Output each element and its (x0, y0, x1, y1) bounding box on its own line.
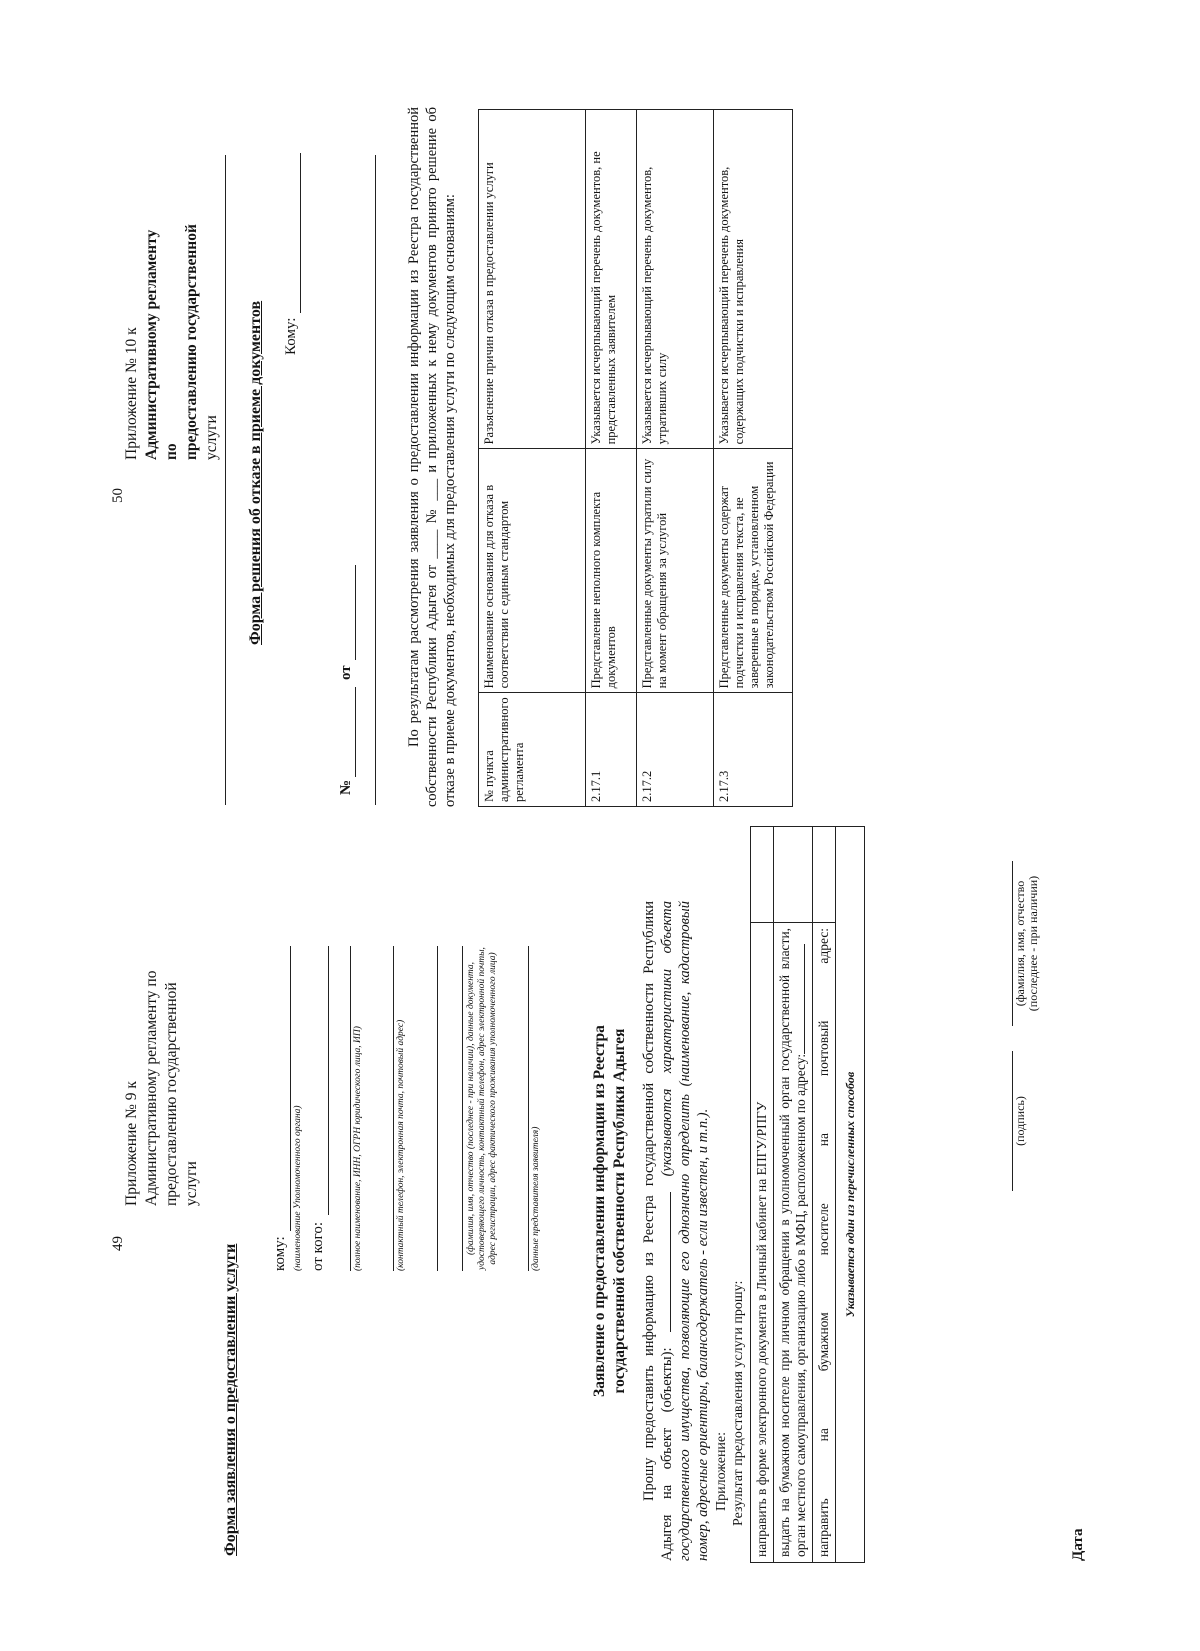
rep-hint: (данные представителя заявителя) (531, 1126, 541, 1271)
request-hint: (указываются характеристики объекта государственного имущества, позволяющие его однозначно определить (наименование, кадастровый номер, адресные ориентиры, балансодержатель - если известен, и т.п.). (659, 900, 711, 1561)
to-label: кому: (272, 1236, 288, 1271)
appendix-line: Приложение № 10 к (123, 327, 140, 460)
person-line (437, 946, 438, 1271)
appendix-line: Административному регламенту по (143, 229, 180, 460)
number-line (355, 687, 356, 777)
page-49 (0, 826, 1200, 1651)
number-label: № (338, 779, 354, 795)
row-explanation: Указывается исчерпывающий перечень документов, утративших силу (637, 110, 714, 449)
row-number: 2.17.3 (714, 693, 793, 807)
address-blank (794, 944, 805, 1054)
contact-line (393, 946, 394, 1271)
row-explanation: Указывается исчерпывающий перечень документов, не представленных заявителем (586, 110, 637, 449)
header-cell: Наименование основания для отказа в соответствии с единым стандартом (479, 449, 586, 693)
to-hint: (наименование Уполномоченного органа) (293, 1105, 303, 1271)
option-epgu-checkbox[interactable] (751, 827, 774, 923)
row-ground: Представленные документы утратили силу на момент обращения за услугой (637, 449, 714, 693)
object-blank (658, 1192, 671, 1332)
contact-hint: (контактный телефон, электронная почта, почтовый адрес) (396, 1019, 406, 1271)
signature-hint: (подпись) (1013, 1096, 1027, 1146)
refusal-grounds-table (478, 109, 793, 807)
table-row (637, 110, 714, 807)
statement-heading: Заявление о предоставлении информации из Реестра государственной собственности Республики Адыгея (591, 1025, 628, 1397)
form-title: Форма заявления о предоставлении услуги (222, 1243, 239, 1556)
option-in-person-checkbox[interactable] (774, 827, 813, 923)
person-hint: (фамилия, имя, отчество (последнее - при наличии), данные документа, удостоверяющего личность, контактный телефон, адрес электронной почты, адрес регистрации, адрес фактического проживания уполномоченного лица) (466, 947, 498, 1270)
date-label: Дата (1070, 1528, 1086, 1561)
decision-paragraph: По результатам рассмотрения заявления о предоставлении информации из Реестра государственной собственности Республики Адыгея от ____ № ___ и приложенных к нему документов принято решение об отказе в приеме документов, необходимых для предоставления услуги по следующим основаниям: (406, 107, 458, 807)
row-number: 2.17.2 (637, 693, 714, 807)
attachment-label: Приложение: (714, 1431, 729, 1511)
delivery-options-table (750, 826, 865, 1563)
date-line (355, 565, 356, 660)
from-line (328, 946, 329, 1215)
option-post-checkbox[interactable] (813, 827, 836, 923)
to-line (300, 153, 301, 313)
option-row (751, 827, 774, 1563)
page-number: 50 (110, 488, 126, 503)
option-post: направить на бумажном носителе на почтовый адрес: (813, 922, 836, 1562)
option-row (813, 827, 836, 1563)
row-number: 2.17.1 (586, 693, 637, 807)
result-label: Результат предоставления услуги прошу: (731, 1280, 746, 1526)
appendix-line: услуги (183, 1161, 200, 1206)
request-paragraph (640, 901, 712, 1561)
appendix-line: Административному регламенту по (143, 970, 160, 1206)
appendix-line: предоставлению государственной (183, 224, 200, 460)
from-hint: (полное наименование, ИНН, ОГРН юридического лица, ИП) (353, 1026, 363, 1271)
from-label: от кого: (310, 1221, 326, 1271)
appendix-caption (122, 956, 202, 1206)
appendix-line: предоставлению государственной (163, 982, 180, 1206)
person-line-2 (462, 946, 463, 1271)
from-date-label: от (338, 665, 354, 680)
option-row (774, 827, 813, 1563)
to-line (290, 946, 291, 1231)
separator-line (375, 155, 376, 805)
to-label: Кому: (283, 317, 299, 355)
option-epgu: направить в форме электронного документа в Личный кабинет на ЕПГУ/РПГУ (751, 922, 774, 1562)
option-note-row (836, 827, 865, 1563)
appendix-line: услуги (203, 415, 220, 460)
row-explanation: Указывается исчерпывающий перечень документов, содержащих подчистки и исправления (714, 110, 793, 449)
page-50 (0, 0, 1200, 825)
header-cell: № пункта административного регламента (479, 693, 586, 807)
row-ground: Представление неполного комплекта документов (586, 449, 637, 693)
request-text: Прошу предоставить информацию из Реестра государственной собственности Республики Адыгея на объект (объекты): (641, 901, 675, 1561)
table-header-row (479, 110, 586, 807)
table-row (586, 110, 637, 807)
table-row (714, 110, 793, 807)
option-in-person-text: выдать на бумажном носителе при личном обращении в уполномоченный орган государственной власти, орган местного самоуправления, организацию либо в МФЦ, расположенном по адресу: (777, 927, 808, 1557)
header-line (225, 155, 226, 805)
appendix-line: Приложение № 9 к (123, 1081, 140, 1206)
form-title: Форма решения об отказе в приеме документов (247, 300, 264, 645)
row-ground: Представленные документы содержат подчистки и исправления текста, не заверенные в порядке, установленном законодательством Российской Федерации (714, 449, 793, 693)
options-note: Указывается один из перечисленных способов (836, 827, 865, 1563)
option-in-person (774, 922, 813, 1562)
name-hint: (фамилия, имя, отчество (последнее - при наличии) (1013, 875, 1040, 1012)
from-line-2 (350, 946, 351, 1271)
rep-line (528, 946, 529, 1271)
header-cell: Разъяснение причин отказа в предоставлении услуги (479, 110, 586, 449)
page-number: 49 (110, 1236, 126, 1251)
appendix-caption (122, 210, 222, 460)
